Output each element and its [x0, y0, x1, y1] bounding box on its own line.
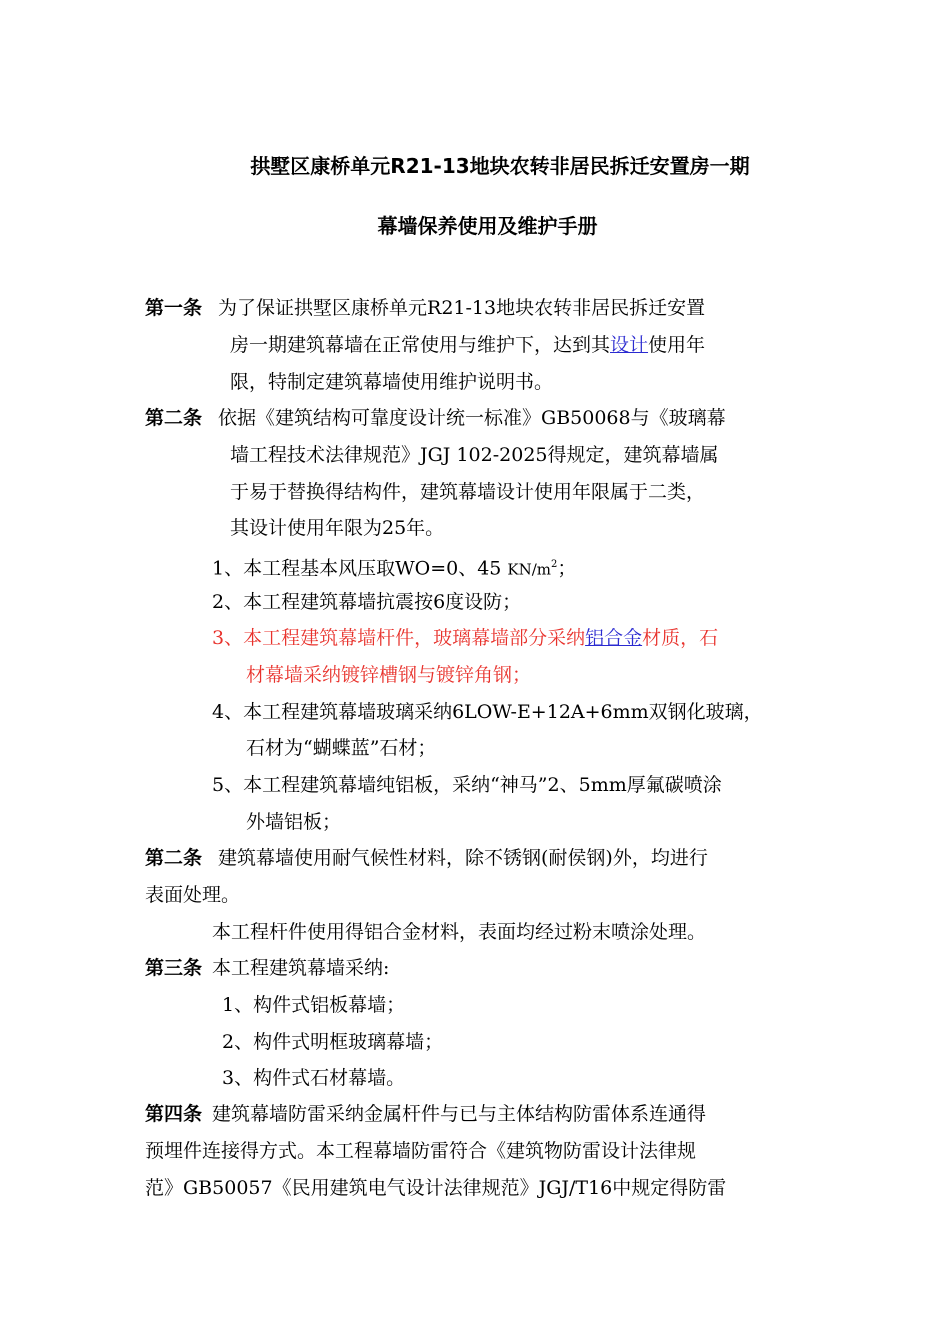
article2-item4-line1: 4、本工程建筑幕墙玻璃采纳6LOW-E+12A+6mm双钢化玻璃，	[212, 701, 763, 723]
article2-item4-line2: 石材为“蝴蝶蓝”石材；	[246, 737, 437, 759]
unit-text: KN/m	[507, 560, 552, 579]
article2-heading: 第二条	[145, 407, 203, 429]
article1-text: 使用年	[648, 334, 706, 356]
article2-line1	[145, 406, 726, 430]
item-text: 1、本工程基本风压取WO=0、45	[212, 557, 508, 580]
article3-item2: 2、构件式明框玻璃幕墙；	[222, 1031, 444, 1053]
article3-text: 本工程建筑幕墙采纳:	[212, 957, 390, 979]
article2-item5-line2: 外墙铝板；	[246, 811, 342, 833]
article3-item3: 3、构件式石材幕墙。	[222, 1067, 406, 1089]
design-link[interactable]: 设计	[610, 334, 649, 356]
article2-item3-line2: 材幕墙采纳镀锌槽钢与镀锌角钢；	[246, 664, 532, 686]
article2b-line2: 表面处理。	[145, 884, 241, 906]
article2-line3: 于易于替换得结构件，建筑幕墙设计使用年限属于二类，	[230, 481, 706, 503]
document-title-line2: 幕墙保养使用及维护手册	[377, 214, 598, 238]
article2-item1	[212, 553, 576, 581]
item-text: ；	[557, 557, 577, 580]
aluminum-alloy-link[interactable]: 铝合金	[585, 627, 643, 649]
article2-line2: 墙工程技术法律规范》JGJ 102-2025得规定，建筑幕墙属	[230, 444, 719, 466]
article2b-line3: 本工程杆件使用得铝合金材料，表面均经过粉末喷涂处理。	[212, 921, 707, 943]
article2b-heading: 第二条	[145, 847, 203, 869]
article2-item5-line1: 5、本工程建筑幕墙纯铝板，采纳“神马”2、5mm厚氟碳喷涂	[212, 774, 722, 796]
article2b-text: 建筑幕墙使用耐气候性材料，除不锈钢(耐侯钢)外，均进行	[218, 847, 708, 869]
article2-item3-line1	[212, 626, 718, 650]
document-title-line1: 拱墅区康桥单元R21-13地块农转非居民拆迁安置房一期	[250, 154, 750, 178]
article2b-line1	[145, 846, 708, 870]
article1-heading: 第一条	[145, 297, 203, 319]
item-text: 材质，石	[642, 627, 719, 649]
article1-line1	[145, 296, 705, 320]
article1-text: 为了保证拱墅区康桥单元R21-13地块农转非居民拆迁安置	[218, 297, 706, 319]
article3-line1	[145, 956, 389, 980]
article4-line1	[145, 1102, 706, 1126]
article1-line2	[230, 333, 705, 357]
article4-heading: 第四条	[145, 1103, 203, 1125]
article3-item1: 1、构件式铝板幕墙；	[222, 994, 406, 1016]
article2-line4: 其设计使用年限为25年。	[230, 517, 445, 539]
item-text: 3、本工程建筑幕墙杆件，玻璃幕墙部分采纳	[212, 627, 586, 649]
article3-heading: 第三条	[145, 957, 203, 979]
unit-superscript: 2	[551, 559, 558, 570]
article4-line2: 预埋件连接得方式。本工程幕墙防雷符合《建筑物防雷设计法律规	[145, 1140, 697, 1162]
article2-text: 依据《建筑结构可靠度设计统一标准》GB50068与《玻璃幕	[218, 407, 726, 429]
article4-line3: 范》GB50057《民用建筑电气设计法律规范》JGJ/T16中规定得防雷	[145, 1177, 727, 1199]
article4-text: 建筑幕墙防雷采纳金属杆件与已与主体结构防雷体系连通得	[212, 1103, 707, 1125]
article1-line3: 限，特制定建筑幕墙使用维护说明书。	[230, 371, 554, 393]
article1-text: 房一期建筑幕墙在正常使用与维护下，达到其	[230, 334, 611, 356]
article2-item2: 2、本工程建筑幕墙抗震按6度设防；	[212, 591, 522, 613]
